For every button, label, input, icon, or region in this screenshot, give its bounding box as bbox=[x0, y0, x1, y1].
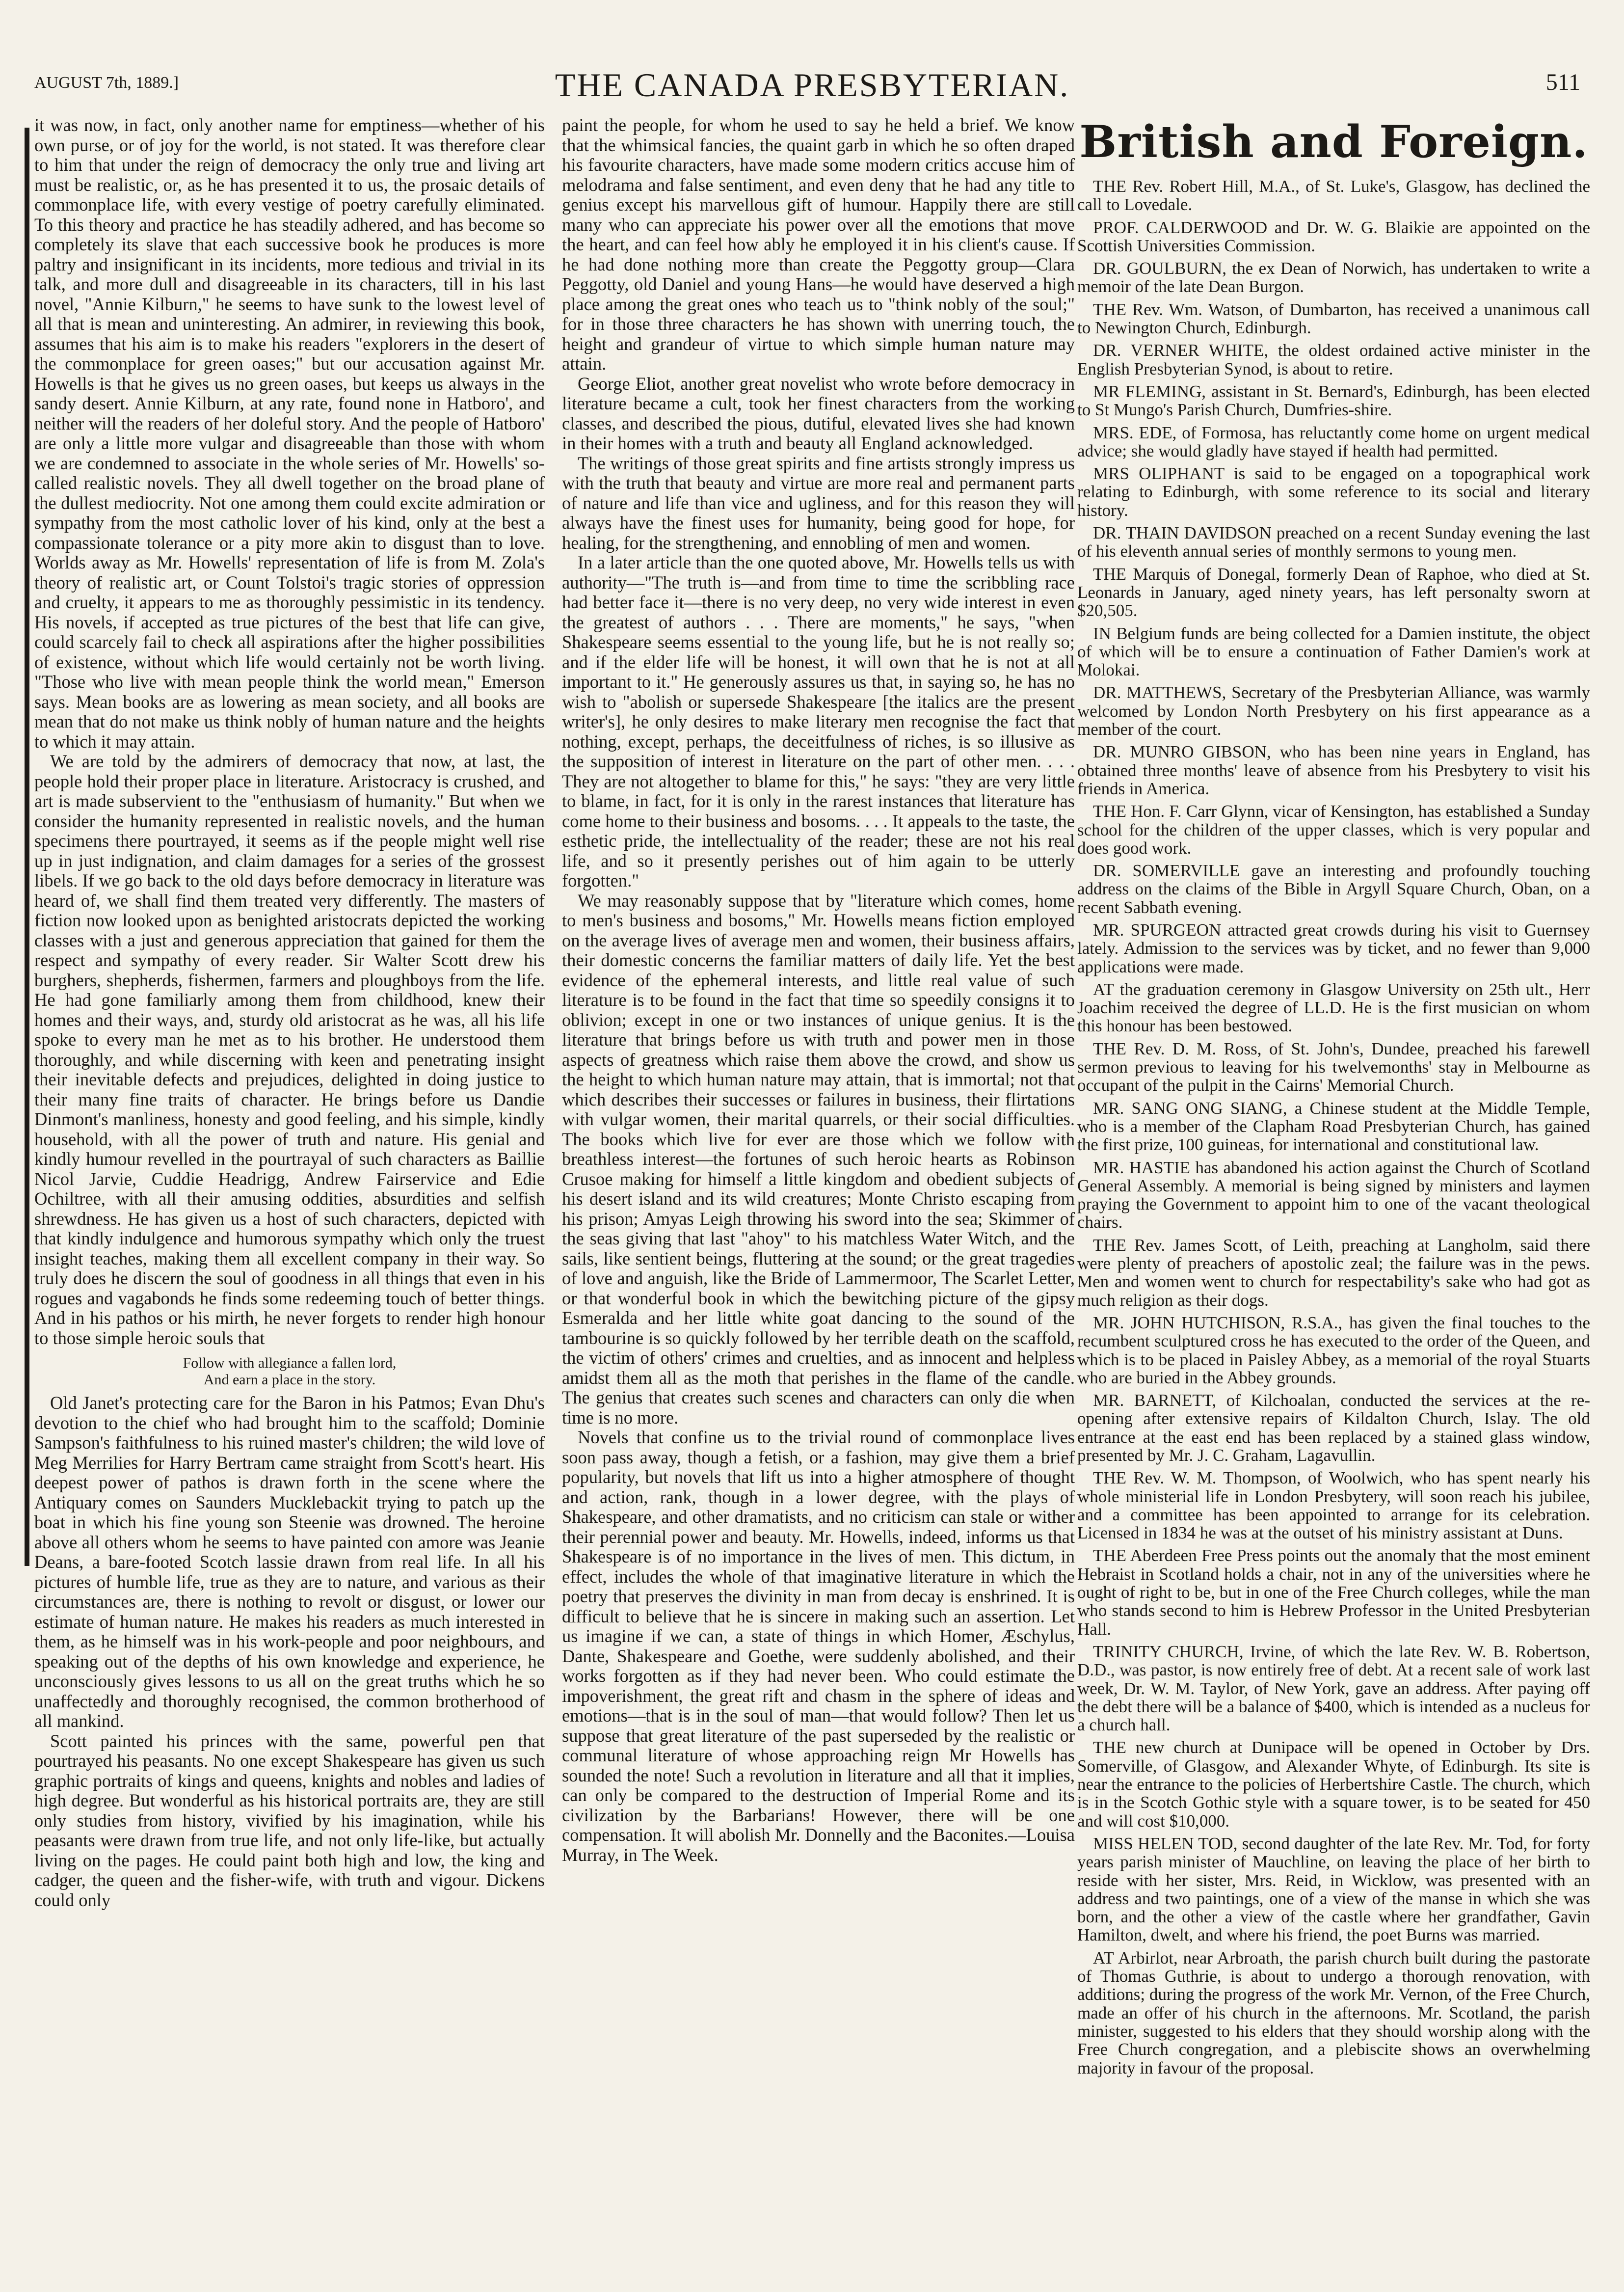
paragraph: paint the people, for whom he used to say he held a brief. We know that the whimsical fancies, the quaint garb in which he so often draped his favourite characters, have made some modern critics accuse him of melodrama and false sentiment, and even deny that he had any title to genius except his marvellous gift of humour. Happily there are still many who can appreciate his power over all the emotions that move the heart, and can feel how ably he employed it in his client's cause. If he had done nothing more than create the Peggotty group—Clara Peggotty, old Daniel and young Hans—he would have deserved a high place among the great ones who teach us to "think nobly of the soul;" for in those three characters he has shown with unerring touch, the height and grandeur of virtue to which simple human nature may attain. bbox=[562, 115, 1075, 374]
paragraph: Novels that confine us to the trivial round of commonplace lives soon pass away, though a fetish, or a fashion, may give them a brief popularity, but novels that lift us into a higher atmosphere of thought and action, rank, though in a lower degree, with the plays of Shakespeare, and other dramatists, and no criticism can stale or wither their perennial power and beauty. Mr. Howells, indeed, informs us that Shakespeare is of no importance in the lives of men. This dictum, in effect, includes the whole of that imaginative literature in which the poetry that preserves the divinity in man from decay is enshrined. It is difficult to believe that he is sincere in making such an assertion. Let us imagine if we can, a state of things in which Homer, Æschylus, Dante, Shakespeare and Goethe, were suddenly abolished, and their works forgotten as if they had never been. Who could estimate the impoverishment, the great rift and chasm in the sphere of ideas and emotions—that is in the soul of man—that would follow? Then let us suppose that great literature of the past superseded by the realistic or communal literature of whose approaching reign Mr Howells has sounded the note! Such a revolution in literature and all that it implies, can only be compared to the destruction of Imperial Rome and its civilization by the Barbarians! However, there will be one compensation. It will abolish Mr. Donnelly and the Baconites.—Louisa Murray, in The Week. bbox=[562, 1427, 1075, 1865]
issue-date: AUGUST 7th, 1889.] bbox=[34, 74, 179, 92]
news-item: IN Belgium funds are being collected for a Damien institute, the object of which will be to ensure a continuation of Father Damien's work at Molokai. bbox=[1077, 623, 1590, 680]
news-item: THE Rev. Wm. Watson, of Dumbarton, has received a unanimous call to Newington Church, Edinburgh. bbox=[1077, 299, 1590, 338]
verse-line: Follow with allegiance a fallen lord, bbox=[183, 1355, 397, 1371]
news-item: AT Arbirlot, near Arbroath, the parish church built during the pastorate of Thomas Guthrie, is about to undergo a thorough renovation, with additions; during the progress of the work Mr. Vernon, of the Free Church, made an offer of his church in the afternoons. Mr. Scotland, the parish minister, suggested to his elders that they should worship along with the Free Church congregation, and a plebiscite shows an overwhelming majority in favour of the proposal. bbox=[1077, 1948, 1590, 2077]
news-item: THE new church at Dunipace will be opened in October by Drs. Somerville, of Glasgow, and Alexander Whyte, of Edinburgh. Its site is near the entrance to the policies of Herbertshire Castle. The church, which is in the Scotch Gothic style with a square tower, is to be seated for 450 and will cost $10,000. bbox=[1077, 1738, 1590, 1831]
page-number: 511 bbox=[1545, 69, 1580, 95]
news-item: MR. SANG ONG SIANG, a Chinese student at the Middle Temple, who is a member of the Clapham Road Presbyterian Church, has gained the first prize, 100 guineas, for international and constitutional law. bbox=[1077, 1098, 1590, 1155]
news-item: THE Rev. W. M. Thompson, of Woolwich, who has spent nearly his whole ministerial life in London Presbytery, will soon reach his jubilee, and a committee has been appointed to arrange for its celebration. Licensed in 1834 he was at the outset of his ministry assistant at Duns. bbox=[1077, 1468, 1590, 1543]
paragraph: George Eliot, another great novelist who wrote before democracy in literature became a cult, took her finest characters from the working classes, and described the pious, dutiful, elevated lives she had known in their homes with a truth and beauty all England acknowledged. bbox=[562, 373, 1075, 453]
news-item: MR. JOHN HUTCHISON, R.S.A., has given the final touches to the recumbent sculptured cross he has executed to the order of the Queen, and which is to be placed in Paisley Abbey, as a memorial of the royal Stuarts who are buried in the Abbey grounds. bbox=[1077, 1313, 1590, 1387]
news-item: MR. BARNETT, of Kilchoalan, conducted the services at the re-opening after extensive repairs of Kildalton Church, Islay. The old entrance at the east end has been replaced by a stained glass window, presented by Mr. J. C. Graham, Lagavullin. bbox=[1077, 1391, 1590, 1465]
news-item: DR. GOULBURN, the ex Dean of Norwich, has undertaken to write a memoir of the late Dean Burgon. bbox=[1077, 259, 1590, 297]
column-2 bbox=[562, 115, 1075, 2261]
news-item: MR FLEMING, assistant in St. Bernard's, Edinburgh, has been elected to St Mungo's Parish Church, Dumfries-shire. bbox=[1077, 381, 1590, 420]
paragraph: Old Janet's protecting care for the Baron in his Patmos; Evan Dhu's devotion to the chief who had brought him to the scaffold; Dominie Sampson's faithfulness to his ruined master's children; the wild love of Meg Merrilies for Harry Bertram came straight from Scott's heart. His deepest power of pathos is drawn forth in the scene where the Antiquary comes on Saunders Mucklebackit trying to patch up the boat in which his fine young son Steenie was drowned. The heroine above all others whom he seems to have painted con amore was Jeanie Deans, a bare-footed Scotch lassie drawn from real life. In all his pictures of humble life, true as they are to nature, and various as their circumstances are, there is nothing to revolt or disgust, or lower our estimate of human nature. He makes his readers as much interested in them, as he himself was in his work-people and poor neighbours, and speaking out of the depths of his own knowledge and experience, he unconsciously gives lessons to us all on the great truths which he so unaffectedly and thoroughly recognised, the common brotherhood of all mankind. bbox=[34, 1393, 545, 1731]
section-heading: British and Foreign. bbox=[1079, 116, 1588, 168]
news-item: MRS OLIPHANT is said to be engaged on a topographical work relating to Edinburgh, with some reference to its social and literary history. bbox=[1077, 464, 1590, 520]
paragraph: We are told by the admirers of democracy that now, at last, the people hold their proper place in literature. Aristocracy is crushed, and art is made subservient to the "enthusiasm of humanity." But when we consider the humanity represented in realistic novels, and the human specimens there pourtrayed, it seems as if the people might well rise up in just indignation, and claim damages for a series of the grossest libels. If we go back to the old days before democracy in literature was heard of, we shall find them treated very differently. The masters of fiction now looked upon as benighted aristocrats depicted the working classes with a just and generous appreciation that gained for them the respect and sympathy of every reader. Sir Walter Scott drew his burghers, shepherds, fishermen, farmers and ploughboys from the life. He had gone familiarly among them from childhood, knew their homes and their ways, and, sturdy old aristocrat as he was, all his life spoke to every man he met as to his brother. He understood them thoroughly, and while discerning with keen and penetrating insight their inevitable defects and prejudices, delighted in doing justice to their many fine traits of character. He brings before us Dandie Dinmont's manliness, honesty and good feeling, and his simple, kindly household, with all the power of truth and nature. His genial and kindly humour revelled in the pourtrayal of such characters as Baillie Nicol Jarvie, Cuddie Headrigg, Andrew Fairservice and Edie Ochiltree, with all their amusing oddities, absurdities and selfish shrewdness. He has given us a host of such characters, depicted with that kindly indulgence and humorous sympathy which only the truest insight teaches, making them all excellent company in their way. So truly does he discern the soul of goodness in all things that even in his rogues and vagabonds he finds some redeeming touch of better things. And in his pathos or his mirth, he never forgets to render high honour to those simple heroic souls that bbox=[34, 751, 545, 1348]
page-header bbox=[29, 59, 1595, 103]
publication-title: THE CANADA PRESBYTERIAN. bbox=[555, 66, 1070, 104]
news-item: MR. HASTIE has abandoned his action against the Church of Scotland General Assembly. A memorial is being signed by ministers and laymen praying the Government to appoint him to one of the vacant theological chairs. bbox=[1077, 1158, 1590, 1232]
news-item: PROF. CALDERWOOD and Dr. W. G. Blaikie are appointed on the Scottish Universities Commission. bbox=[1077, 217, 1590, 255]
paragraph: The writings of those great spirits and fine artists strongly impress us with the truth that beauty and virtue are more real and permanent parts of nature and life than vice and ugliness, and for this reason they will always have the finest uses for humanity, being good for hope, for healing, for the strengthening, and ennobling of men and women. bbox=[562, 453, 1075, 553]
news-item: THE Marquis of Donegal, formerly Dean of Raphoe, who died at St. Leonards in January, aged ninety years, has left personalty sworn at $20,505. bbox=[1077, 564, 1590, 620]
news-item: THE Aberdeen Free Press points out the anomaly that the most eminent Hebraist in Scotland holds a chair, not in any of the universities where he ought of right to be, but in one of the Free Church colleges, while the man who stands second to him is Hebrew Professor in the United Presbyterian Hall. bbox=[1077, 1546, 1590, 1639]
news-item: DR. VERNER WHITE, the oldest ordained active minister in the English Presbyterian Synod, is about to retire. bbox=[1077, 341, 1590, 378]
news-item: DR. MUNRO GIBSON, who has been nine years in England, has obtained three months' leave of absence from his Presbytery to visit his friends in America. bbox=[1077, 742, 1590, 798]
news-item: AT the graduation ceremony in Glasgow University on 25th ult., Herr Joachim received the degree of LL.D. He is the first musician on whom this honour has been bestowed. bbox=[1077, 979, 1590, 1036]
column-1 bbox=[34, 115, 545, 2261]
news-item: DR. THAIN DAVIDSON preached on a recent Sunday evening the last of his eleventh annual series of monthly sermons to young men. bbox=[1077, 523, 1590, 561]
news-item: MISS HELEN TOD, second daughter of the late Rev. Mr. Tod, for forty years parish minister of Mauchline, on leaving the place of her birth to reside with her sister, Mrs. Reid, in Wicklow, was presented with an address and two paintings, one of a view of the manse in which she was born, and the other a view of the castle where her grandfather, Gavin Hamilton, dwelt, and where his friend, the poet Burns was married. bbox=[1077, 1834, 1590, 1945]
column-3-british-and-foreign bbox=[1077, 115, 1590, 2261]
news-item: DR. MATTHEWS, Secretary of the Presbyterian Alliance, was warmly welcomed by London North Presbytery on his first appearance as a member of the court. bbox=[1077, 683, 1590, 739]
news-item: THE Rev. D. M. Ross, of St. John's, Dundee, preached his farewell sermon previous to leaving for his twelvemonths' stay in Melbourne as occupant of the pulpit in the Cairns' Memorial Church. bbox=[1077, 1039, 1590, 1095]
paragraph: In a later article than the one quoted above, Mr. Howells tells us with authority—"The truth is—and from time to time the scribbling race had better face it—there is no very deep, no very wide interest in even the greatest of authors . . . There are moments," he says, "when Shakespeare seems essential to the young life, but he is not really so; and if the elder life will be honest, it will own that he is not at all important to it." He generously assures us that, in saying so, he has no wish to "abolish or supersede Shakespeare [the italics are the present writer's], he only desires to make literary men recognise the fact that nothing, except, perhaps, the deceitfulness of riches, is so illusive as the supposition of interest in literature on the part of other men. . . . They are not altogether to blame for this," he says: "they are very little to blame, in fact, for it is only in the rarest instances that literature has come home to their business and bosoms. . . . It appeals to the taste, the esthetic pride, the intellectuality of the reader; these are not his real life, and so it presently perishes out of him again to be utterly forgotten." bbox=[562, 552, 1075, 890]
paragraph: it was now, in fact, only another name for emptiness—whether of his own purse, or of joy for the world, is not stated. It was therefore clear to him that under the reign of democracy the only true and living art must be realistic, or, as he has presented it to us, the prosaic details of commonplace life, with every vestige of poetry carefully eliminated. To this theory and practice he has steadily adhered, and has become so completely its slave that each successive book he produces is more paltry and insignificant in its incidents, more tedious and trivial in its talk, and more dull and disagreeable in its characters, till in his last novel, "Annie Kilburn," he seems to have sunk to the lowest level of all that is mean and uninteresting. An admirer, in reviewing this book, assumes that his aim is to make his readers "explorers in the desert of the commonplace for green oases;" but our accusation against Mr. Howells is that he gives us no green oases, but keeps us always in the sandy desert. Annie Kilburn, at any rate, found none in Hatboro', and neither will the readers of her doleful story. And the people of Hatboro' are only a little more vulgar and disagreeable than those with whom we are condemned to associate in the whole series of Mr. Howells' so-called realistic novels. They all dwell together on the broad plane of the dullest mediocrity. Not one among them could excite admiration or sympathy from the most catholic lover of his kind, only at the best a compassionate tolerance or a pity more akin to disgust than to love. Worlds away as Mr. Howells' representation of life is from M. Zola's theory of realistic art, or Count Tolstoi's tragic stories of oppression and cruelty, it appears to me as thoroughly pessimistic in its tendency. His novels, if accepted as true pictures of the best that life can give, could scarcely fail to check all aspirations after the higher possibilities of existence, without which life would certainly not be worth living. "Those who live with mean people think the world mean," Emerson says. Mean books are as lowering as mean society, and all books are mean that do not make us think nobly of human nature and the heights to which it may attain. bbox=[34, 115, 545, 752]
news-items bbox=[1077, 177, 1590, 2077]
news-item: MRS. EDE, of Formosa, has reluctantly come home on urgent medical advice; she would gladly have stayed if health had permitted. bbox=[1077, 423, 1590, 460]
news-item: THE Hon. F. Carr Glynn, vicar of Kensington, has established a Sunday school for the children of the upper classes, which is very popular and does good work. bbox=[1077, 802, 1590, 858]
verse-quote bbox=[34, 1355, 545, 1388]
paragraph: We may reasonably suppose that by "literature which comes, home to men's business and bosoms," Mr. Howells means fiction employed on the average lives of average men and women, their business affairs, their domestic concerns the familiar matters of daily life. Yet the best evidence of the ephemeral interests, and little real value of such literature is to be found in the fact that time so speedily consigns it to oblivion; except in one or two instances of unique genius. It is the literature that brings before us with truth and power men in those aspects of greatness which raise them above the crowd, and show us the height to which human nature may attain, that is immortal; not that which describes their successes or failures in business, their flirtations with vulgar women, their marital quarrels, or their social difficulties. The books which live for ever are those which we follow with breathless interest—the fortunes of such heroic hearts as Robinson Crusoe making for himself a little kingdom and obedient subjects of his desert island and its wild creatures; Monte Christo escaping from his prison; Amyas Leigh throwing his sword into the sea; Skimmer of the seas giving that last "ahoy" to his matchless Water Witch, and the sails, like sentient beings, fluttering at the sound; or the great tragedies of love and anguish, like the Bride of Lammermoor, The Scarlet Letter, or that wonderful book in which the bewitching picture of the gipsy Esmeralda and her little white goat dancing to the sound of the tambourine is so quickly followed by her terrible death on the scaffold, the victim of others' crimes and cruelties, and as innocent and helpless amidst them all as the moth that perishes in the flame of the candle. The genius that creates such scenes and characters can only die when time is no more. bbox=[562, 890, 1075, 1428]
news-item: TRINITY CHURCH, Irvine, of which the late Rev. W. B. Robertson, D.D., was pastor, is now entirely free of debt. At a recent sale of work last week, Dr. W. M. Taylor, of New York, gave an address. After paying off the debt there will be a balance of $400, which is intended as a nucleus for a church hall. bbox=[1077, 1642, 1590, 1735]
paragraph: Scott painted his princes with the same, powerful pen that pourtrayed his peasants. No one except Shakespeare has given us such graphic portraits of kings and queens, knights and nobles and ladies of high degree. But wonderful as his historical portraits are, they are still only studies from history, vivified by his imagination, while his peasants were drawn from true life, and not only life-like, but actually living on the pages. He could paint both high and low, the king and cadger, the queen and the fisher-wife, with truth and vigour. Dickens could only bbox=[34, 1730, 545, 1910]
news-item: THE Rev. James Scott, of Leith, preaching at Langholm, said there were plenty of preachers of apostolic zeal; the failure was in the pews. Men and women went to church for respectability's sake who had got as much religion as their dogs. bbox=[1077, 1235, 1590, 1310]
verse-line: And earn a place in the story. bbox=[203, 1372, 376, 1388]
news-item: DR. SOMERVILLE gave an interesting and profoundly touching address on the claims of the Bible in Argyll Square Church, Oban, on a recent Sabbath evening. bbox=[1077, 861, 1590, 917]
margin-rule bbox=[25, 128, 29, 1566]
news-item: MR. SPURGEON attracted great crowds during his visit to Guernsey lately. Admission to the services was by ticket, and no fewer than 9,000 applications were made. bbox=[1077, 920, 1590, 976]
news-item: THE Rev. Robert Hill, M.A., of St. Luke's, Glasgow, has declined the call to Lovedale. bbox=[1077, 177, 1590, 215]
